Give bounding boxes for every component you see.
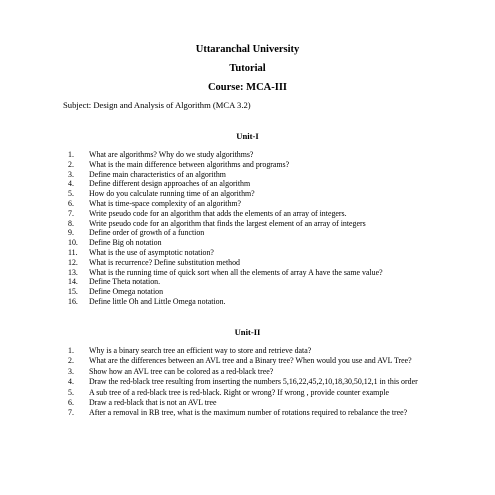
- question-number: 1.: [68, 346, 74, 355]
- question-text: Define main characteristics of an algorithm: [89, 169, 226, 179]
- question-item: [68, 238, 440, 248]
- question-item: [68, 219, 440, 229]
- question-text: What is the running time of quick sort when all the elements of array A have the same value?: [89, 267, 383, 277]
- question-number: 2.: [68, 159, 74, 169]
- question-text: A sub tree of a red-black tree is red-black. Right or wrong? If wrong , provide counter example: [89, 387, 389, 397]
- question-text: How do you calculate running time of an algorithm?: [89, 189, 255, 199]
- question-item: [68, 277, 440, 287]
- question-item: [68, 228, 440, 238]
- question-number: 12.: [68, 257, 78, 267]
- question-item: [68, 209, 440, 219]
- question-text: What are the differences between an AVL tree and a Binary tree? When would you use and AVL Tree?: [89, 356, 412, 366]
- unit-2-question-list: [68, 346, 440, 419]
- question-item: [68, 297, 440, 307]
- question-number: 13.: [68, 267, 78, 277]
- question-item: [68, 287, 440, 297]
- question-item: [68, 398, 440, 408]
- question-number: 9.: [68, 228, 74, 238]
- question-number: 14.: [68, 277, 78, 287]
- question-number: 11.: [68, 247, 78, 257]
- question-number: 5.: [68, 189, 74, 199]
- unit-2-heading: Unit-II: [234, 327, 261, 337]
- unit-1-question-list: [68, 150, 440, 307]
- question-number: 4.: [68, 377, 74, 387]
- question-text: What are algorithms? Why do we study algorithms?: [89, 150, 254, 159]
- question-text: Write pseudo code for an algorithm that adds the elements of an array of integers.: [89, 208, 347, 218]
- question-item: [68, 377, 440, 387]
- question-text: Show how an AVL tree can be colored as a red-black tree?: [89, 366, 274, 376]
- question-text: Why is a binary search tree an efficient way to store and retrieve data?: [89, 346, 312, 355]
- question-number: 6.: [68, 198, 74, 208]
- question-text: What is the use of asymptotic notation?: [89, 247, 214, 257]
- question-text: Define different design approaches of an algorithm: [89, 179, 251, 189]
- question-item: [68, 150, 440, 160]
- question-item: [68, 388, 440, 398]
- question-item: [68, 268, 440, 278]
- question-text: Draw a red-black that is not an AVL tree: [89, 397, 217, 407]
- question-item: [68, 408, 440, 418]
- question-text: Define Omega notation: [89, 287, 164, 297]
- question-item: [68, 356, 440, 366]
- question-text: What is time-space complexity of an algorithm?: [89, 198, 242, 208]
- question-number: 2.: [68, 356, 74, 366]
- question-number: 5.: [68, 387, 74, 397]
- question-number: 3.: [68, 366, 74, 376]
- question-number: 8.: [68, 218, 74, 228]
- question-number: 1.: [68, 150, 74, 159]
- question-item: [68, 248, 440, 258]
- document-type: Tutorial: [229, 63, 266, 74]
- question-item: [68, 160, 440, 170]
- question-text: Define Big oh notation: [89, 238, 162, 248]
- question-number: 16.: [68, 296, 78, 306]
- question-text: Write pseudo code for an algorithm that finds the largest element of an array of integers: [89, 218, 366, 228]
- question-text: Draw the red-black tree resulting from inserting the numbers 5,16,22,45,2,10,18,30,50,12,1 in this order: [89, 377, 418, 387]
- question-text: Define little Oh and Little Omega notation.: [89, 296, 226, 306]
- question-number: 6.: [68, 397, 74, 407]
- question-number: 4.: [68, 179, 74, 189]
- question-number: 15.: [68, 287, 78, 297]
- question-text: After a removal in RB tree, what is the maximum number of rotations required to rebalance the tree?: [89, 408, 408, 418]
- question-item: [68, 179, 440, 189]
- question-item: [68, 258, 440, 268]
- question-text: Define Theta notation.: [89, 277, 161, 287]
- unit-1-heading: Unit-I: [236, 131, 259, 141]
- question-number: 3.: [68, 169, 74, 179]
- question-text: Define order of growth of a function: [89, 228, 205, 238]
- question-number: 7.: [68, 208, 74, 218]
- question-item: [68, 170, 440, 180]
- question-item: [68, 367, 440, 377]
- question-item: [68, 189, 440, 199]
- question-item: [68, 199, 440, 209]
- course-title: Course: MCA-III: [207, 82, 288, 93]
- question-number: 7.: [68, 408, 74, 418]
- question-text: What is recurrence? Define substitution method: [89, 257, 240, 267]
- university-title: Uttaranchal University: [195, 44, 300, 55]
- question-item: [68, 346, 440, 356]
- question-text: What is the main difference between algorithms and programs?: [89, 159, 290, 169]
- subject-line: Subject: Design and Analysis of Algorithm (MCA 3.2): [63, 100, 251, 110]
- question-number: 10.: [68, 238, 78, 248]
